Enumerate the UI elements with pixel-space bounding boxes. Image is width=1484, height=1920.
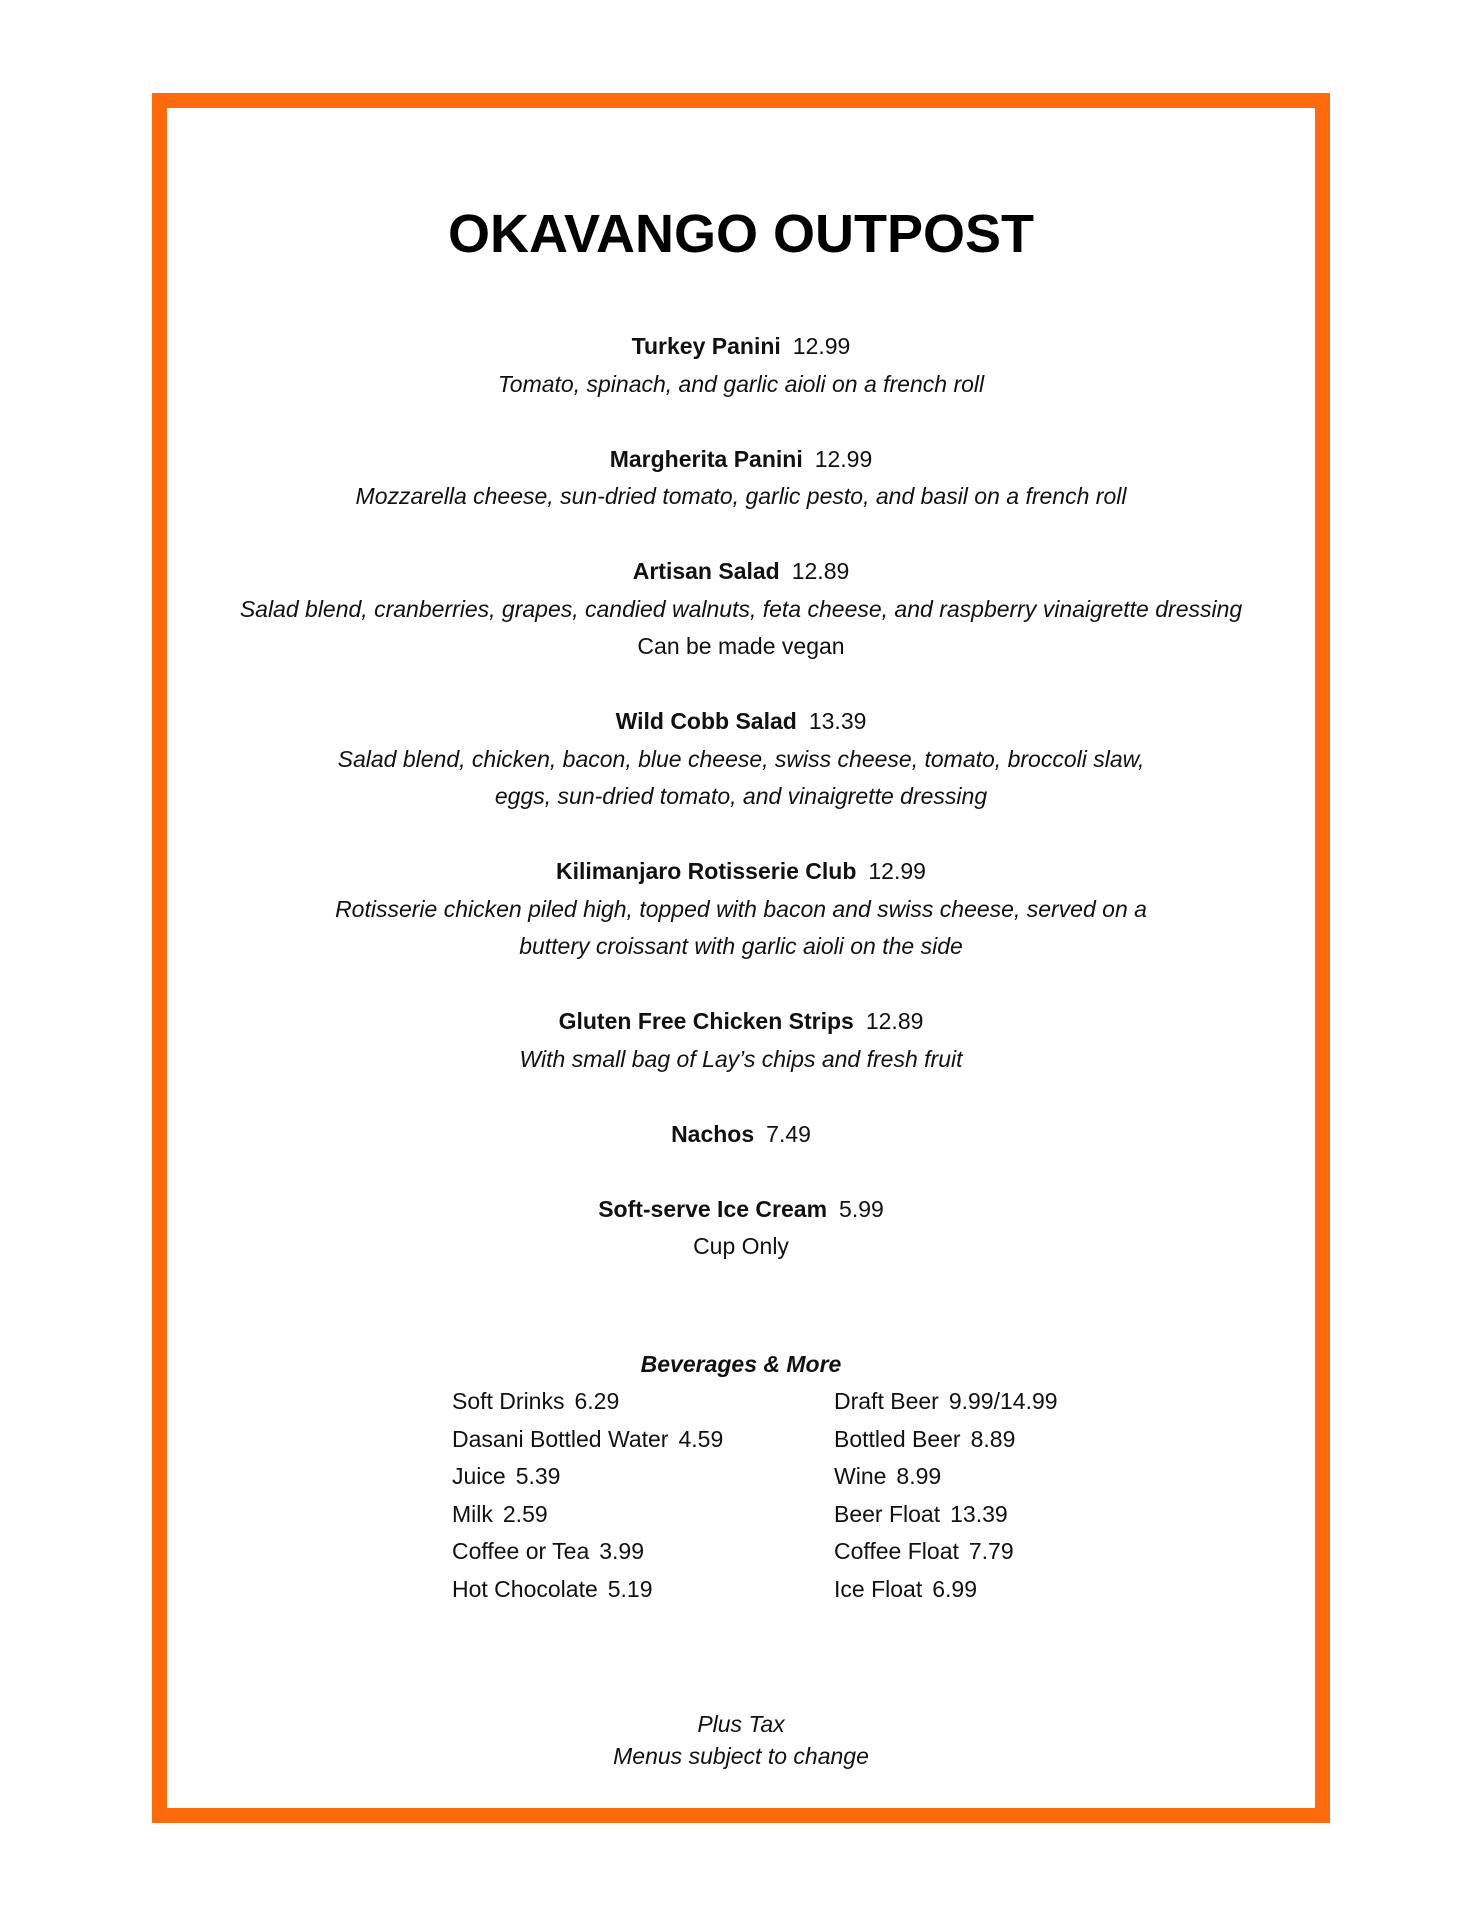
menu-item [167, 703, 1315, 816]
beverage-row [834, 1496, 1058, 1534]
beverage-name: Soft Drinks [452, 1388, 565, 1414]
menu-item-price: 12.89 [791, 558, 850, 584]
menu-item-note: Cup Only [693, 1233, 789, 1259]
beverage-price: 3.99 [599, 1538, 645, 1564]
beverage-name: Draft Beer [834, 1388, 939, 1414]
beverage-row [452, 1421, 723, 1459]
menu-title: OKAVANGO OUTPOST [447, 204, 1034, 264]
menu-item-header [167, 1191, 1315, 1229]
menu-item-header [167, 853, 1315, 891]
beverage-price: 9.99/14.99 [948, 1388, 1058, 1414]
menu-item-price: 12.99 [792, 333, 851, 359]
menu-item-description: With small bag of Lay’s chips and fresh fruit [519, 1045, 963, 1072]
beverage-row [834, 1458, 1058, 1496]
beverage-row [452, 1383, 723, 1421]
menu-item-name: Gluten Free Chicken Strips [558, 1008, 854, 1034]
beverage-name: Hot Chocolate [452, 1575, 598, 1602]
beverage-price: 5.39 [515, 1463, 561, 1489]
beverage-row [834, 1533, 1058, 1571]
beverage-row [452, 1571, 723, 1609]
beverage-price: 8.89 [970, 1425, 1016, 1452]
beverage-row [452, 1533, 723, 1571]
menu-item-price: 12.89 [865, 1008, 924, 1034]
beverage-price: 2.59 [502, 1500, 548, 1527]
beverage-name: Bottled Beer [834, 1425, 961, 1452]
menu-item [167, 328, 1315, 403]
menu-item [167, 1116, 1315, 1154]
beverage-name: Ice Float [834, 1575, 923, 1602]
menu-item-header [167, 328, 1315, 366]
beverage-row [452, 1496, 723, 1534]
beverage-name: Coffee Float [834, 1538, 959, 1564]
menu-item-name: Wild Cobb Salad [615, 708, 797, 734]
beverage-name: Juice [452, 1463, 506, 1489]
menu-item-note: Can be made vegan [637, 633, 845, 659]
beverages-right-column [834, 1383, 1058, 1608]
menu-item-header [167, 703, 1315, 741]
menu-item-description: eggs, sun-dried tomato, and vinaigrette dressing [494, 783, 988, 809]
menu-item [167, 853, 1315, 966]
beverage-name: Coffee or Tea [452, 1538, 590, 1564]
menu-item-price: 13.39 [808, 708, 867, 734]
menu-item-name: Margherita Panini [609, 445, 803, 472]
beverage-name: Wine [834, 1463, 887, 1489]
menu-item-price: 7.49 [766, 1120, 811, 1147]
beverage-price: 8.99 [896, 1463, 942, 1489]
beverage-price: 6.99 [932, 1575, 977, 1602]
beverage-price: 4.59 [678, 1425, 724, 1452]
footer-tax-note: Plus Tax [697, 1711, 785, 1737]
menu-item-name: Turkey Panini [631, 333, 781, 359]
menu-item [167, 441, 1315, 516]
menu-item-description: Mozzarella cheese, sun-dried tomato, garlic pesto, and basil on a french roll [355, 483, 1127, 509]
beverage-row [834, 1421, 1058, 1459]
beverage-price: 6.29 [574, 1388, 620, 1414]
beverage-price: 5.19 [607, 1575, 653, 1602]
beverage-name: Dasani Bottled Water [452, 1425, 669, 1452]
menu-footer [167, 1708, 1315, 1772]
menu-item-description: buttery croissant with garlic aioli on the side [519, 933, 963, 959]
menu-item-header [167, 1116, 1315, 1154]
footer-change-note: Menus subject to change [613, 1743, 869, 1769]
menu-item-description: Salad blend, chicken, bacon, blue cheese, swiss cheese, tomato, broccoli slaw, [337, 745, 1145, 772]
menu-item-name: Nachos [671, 1120, 755, 1147]
beverage-row [452, 1458, 723, 1496]
menu-item [167, 1191, 1315, 1266]
beverages-heading: Beverages & More [640, 1351, 842, 1377]
menu-item-description: Rotisserie chicken piled high, topped with bacon and swiss cheese, served on a [335, 895, 1147, 922]
menu-item-price: 12.99 [814, 445, 873, 472]
menu-border-frame [152, 93, 1330, 1823]
menu-item-price: 12.99 [868, 858, 926, 884]
menu-item-header [167, 553, 1315, 591]
menu-item-name: Kilimanjaro Rotisserie Club [556, 858, 857, 884]
beverage-name: Beer Float [834, 1500, 941, 1527]
beverage-name: Milk [452, 1500, 493, 1527]
beverage-price: 13.39 [950, 1500, 1008, 1527]
beverage-row [834, 1571, 1058, 1609]
menu-item-header [167, 1003, 1315, 1041]
menu-item [167, 1003, 1315, 1078]
menu-item-description: Tomato, spinach, and garlic aioli on a french roll [497, 370, 985, 397]
menu-items-list [167, 328, 1315, 1303]
menu-item-header [167, 441, 1315, 479]
beverage-price: 7.79 [968, 1538, 1014, 1564]
menu-item-name: Artisan Salad [632, 558, 780, 584]
beverages-left-column [452, 1383, 723, 1608]
menu-item [167, 553, 1315, 666]
menu-item-description: Salad blend, cranberries, grapes, candied walnuts, feta cheese, and raspberry vinaigrette dressing [239, 595, 1243, 622]
menu-item-price: 5.99 [839, 1195, 884, 1222]
menu-item-name: Soft-serve Ice Cream [598, 1195, 828, 1222]
beverage-row [834, 1383, 1058, 1421]
